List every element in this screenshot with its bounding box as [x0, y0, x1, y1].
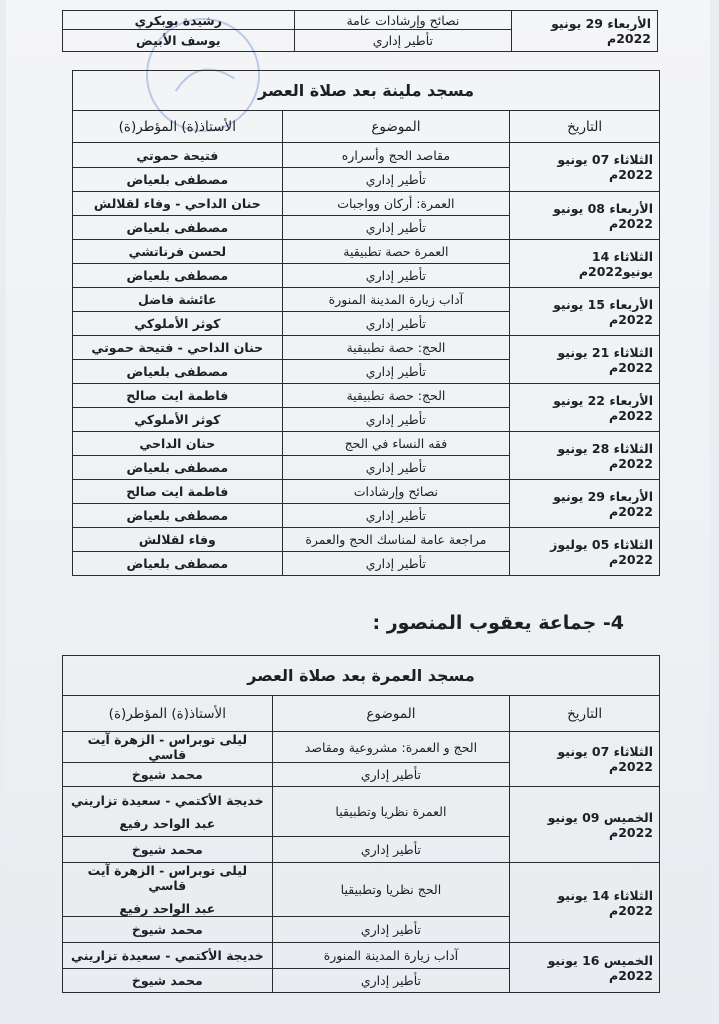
- teacher-cell: [63, 787, 273, 837]
- topic-cell: العمرة نظريا وتطبيقيا: [272, 787, 510, 837]
- teacher-name: كوثر الأملوكي: [134, 316, 221, 331]
- topic-cell: نصائح وإرشادات عامة: [294, 11, 512, 30]
- teacher-name: كوثر الأملوكي: [134, 412, 221, 427]
- teacher-name: ليلى توبراس - الزهرة آيت قاسي: [87, 732, 248, 762]
- header-row: [63, 696, 660, 732]
- teacher-name: عائشة فاضل: [137, 292, 217, 307]
- teacher-name: وفاء لقلالش: [138, 532, 216, 547]
- table-row: [73, 288, 660, 312]
- document-page: [6, 0, 710, 1024]
- topic-cell: العمرة حصة تطبيقية: [282, 240, 510, 264]
- teacher-cell: [73, 360, 283, 384]
- topic-cell: تأطير إداري: [282, 456, 510, 480]
- teacher-cell: [63, 969, 273, 993]
- title-row: [63, 656, 660, 696]
- header-topic: الموضوع: [282, 111, 510, 143]
- header-date: التاريخ: [510, 696, 660, 732]
- topic-cell: الحج: حصة تطبيقية: [282, 336, 510, 360]
- date-cell: الثلاثاء 21 يونيو 2022م: [510, 336, 660, 384]
- topic-cell: مراجعة عامة لمناسك الحج والعمرة: [282, 528, 510, 552]
- table-row: [63, 863, 660, 917]
- teacher-cell: [73, 240, 283, 264]
- teacher-cell: [73, 408, 283, 432]
- previous-table-fragment: [62, 10, 658, 52]
- teacher-cell: [73, 312, 283, 336]
- table-row: [73, 192, 660, 216]
- teacher-cell: [73, 552, 283, 576]
- topic-cell: تأطير إداري: [272, 837, 510, 863]
- teacher-name: محمد شيوخ: [131, 973, 203, 988]
- topic-cell: تأطير إداري: [282, 264, 510, 288]
- table-row: [73, 240, 660, 264]
- teacher-name: مصطفى بلعياض: [126, 508, 229, 523]
- teacher-name: عبد الواحد رفيع: [119, 901, 216, 916]
- teacher-name: مصطفى بلعياض: [126, 268, 229, 283]
- teacher-name: عبد الواحد رفيع: [119, 815, 216, 831]
- topic-cell: تأطير إداري: [272, 969, 510, 993]
- teacher-cell: [73, 192, 283, 216]
- teacher-name: محمد شيوخ: [131, 842, 203, 857]
- topic-cell: تأطير إداري: [272, 763, 510, 787]
- teacher-cell: [73, 480, 283, 504]
- topic-cell: آداب زيارة المدينة المنورة: [282, 288, 510, 312]
- table-row: [73, 143, 660, 168]
- topic-cell: تأطير إداري: [272, 917, 510, 943]
- topic-cell: تأطير إداري: [282, 216, 510, 240]
- topic-cell: تأطير إداري: [294, 30, 512, 52]
- teacher-cell: يوسف الأبيض: [63, 30, 295, 52]
- teacher-cell: [73, 264, 283, 288]
- teacher-name: مصطفى بلعياض: [126, 220, 229, 235]
- teacher-cell: [73, 336, 283, 360]
- header-row: [73, 111, 660, 143]
- teacher-cell: [73, 168, 283, 192]
- table-row: [63, 11, 658, 30]
- teacher-name: فتيحة حموتي: [136, 147, 219, 163]
- date-cell: الأربعاء 08 يونيو 2022م: [510, 192, 660, 240]
- header-teacher: الأستاذ(ة) المؤطر(ة): [73, 111, 283, 143]
- date-cell: الثلاثاء 07 يونيو 2022م: [510, 143, 660, 192]
- teacher-cell: [73, 288, 283, 312]
- teacher-cell: [73, 504, 283, 528]
- teacher-cell: [73, 528, 283, 552]
- topic-cell: الحج: حصة تطبيقية: [282, 384, 510, 408]
- date-cell: الأربعاء 29 يونيو 2022م: [512, 11, 658, 52]
- table-row: [73, 480, 660, 504]
- date-cell: الثلاثاء 14 يونيو2022م: [510, 240, 660, 288]
- header-teacher: الأستاذ(ة) المؤطر(ة): [63, 696, 273, 732]
- teacher-name: مصطفى بلعياض: [126, 172, 229, 187]
- teacher-cell: [63, 763, 273, 787]
- table-title: مسجد العمرة بعد صلاة العصر: [63, 656, 660, 696]
- topic-cell: تأطير إداري: [282, 312, 510, 336]
- table-row: [63, 732, 660, 763]
- teacher-cell: رشيدة بوبكري: [63, 11, 295, 30]
- teacher-name: محمد شيوخ: [131, 922, 203, 937]
- teacher-name: فاطمة ايت صالح: [126, 388, 229, 403]
- teacher-name: لحسن فرناتشي: [128, 244, 227, 259]
- teacher-cell: [63, 837, 273, 863]
- date-cell: الثلاثاء 14 يونيو 2022م: [510, 863, 660, 943]
- table-row: [73, 336, 660, 360]
- table-row: [63, 943, 660, 969]
- teacher-cell: [63, 943, 273, 969]
- teacher-cell: [73, 456, 283, 480]
- date-cell: الثلاثاء 05 يوليوز 2022م: [510, 528, 660, 576]
- topic-cell: تأطير إداري: [282, 360, 510, 384]
- topic-cell: مقاصد الحج وأسراره: [282, 143, 510, 168]
- topic-cell: فقه النساء في الحج: [282, 432, 510, 456]
- table-row: [73, 528, 660, 552]
- date-cell: الأربعاء 22 يونيو 2022م: [510, 384, 660, 432]
- section-heading: 4- جماعة يعقوب المنصور :: [372, 612, 624, 634]
- schedule-table-mosque-malina: [72, 70, 660, 576]
- teacher-cell: [63, 732, 273, 763]
- topic-cell: الحج نظريا وتطبيقيا: [272, 863, 510, 917]
- topic-cell: تأطير إداري: [282, 408, 510, 432]
- teacher-name: مصطفى بلعياض: [126, 364, 229, 379]
- table-row: [73, 384, 660, 408]
- topic-cell: تأطير إداري: [282, 552, 510, 576]
- teacher-name: حنان الداحي: [139, 436, 216, 451]
- date-cell: الثلاثاء 28 يونيو 2022م: [510, 432, 660, 480]
- topic-cell: تأطير إداري: [282, 168, 510, 192]
- date-cell: الخميس 16 يونيو 2022م: [510, 943, 660, 993]
- topic-cell: تأطير إداري: [282, 504, 510, 528]
- topic-cell: العمرة: أركان وواجبات: [282, 192, 510, 216]
- date-cell: الأربعاء 29 يونيو 2022م: [510, 480, 660, 528]
- teacher-cell: [73, 432, 283, 456]
- teacher-name: حنان الداحي - فتيحة حموتي: [91, 340, 264, 355]
- teacher-cell: [63, 917, 273, 943]
- date-cell: الخميس 09 يونيو 2022م: [510, 787, 660, 863]
- teacher-cell: [73, 216, 283, 240]
- date-cell: الثلاثاء 07 يونيو 2022م: [510, 732, 660, 787]
- topic-cell: الحج و العمرة: مشروعية ومقاصد: [272, 732, 510, 763]
- teacher-name: محمد شيوخ: [131, 767, 203, 782]
- teacher-name: ليلى توبراس - الزهرة آيت قاسي: [87, 863, 248, 893]
- header-date: التاريخ: [510, 111, 660, 143]
- topic-cell: آداب زيارة المدينة المنورة: [272, 943, 510, 969]
- teacher-cell: [63, 863, 273, 917]
- teacher-name: فاطمة ايت صالح: [126, 484, 229, 499]
- table-row: [63, 787, 660, 837]
- header-topic: الموضوع: [272, 696, 510, 732]
- table-row: [73, 432, 660, 456]
- teacher-cell: [73, 143, 283, 168]
- date-cell: الأربعاء 15 يونيو 2022م: [510, 288, 660, 336]
- teacher-name: حنان الداحي - وفاء لقلالش: [93, 196, 261, 211]
- title-row: [73, 71, 660, 111]
- topic-cell: نصائح وإرشادات: [282, 480, 510, 504]
- table-title: مسجد ملينة بعد صلاة العصر: [73, 71, 660, 111]
- teacher-cell: [73, 384, 283, 408]
- schedule-table-mosque-omra: [62, 655, 660, 993]
- teacher-name: خديجة الأكتمي - سعيدة تزاريني: [71, 948, 264, 963]
- teacher-name: مصطفى بلعياض: [126, 556, 229, 571]
- teacher-name: مصطفى بلعياض: [126, 460, 229, 475]
- teacher-name: خديجة الأكتمي - سعيدة تزاريني: [71, 792, 264, 808]
